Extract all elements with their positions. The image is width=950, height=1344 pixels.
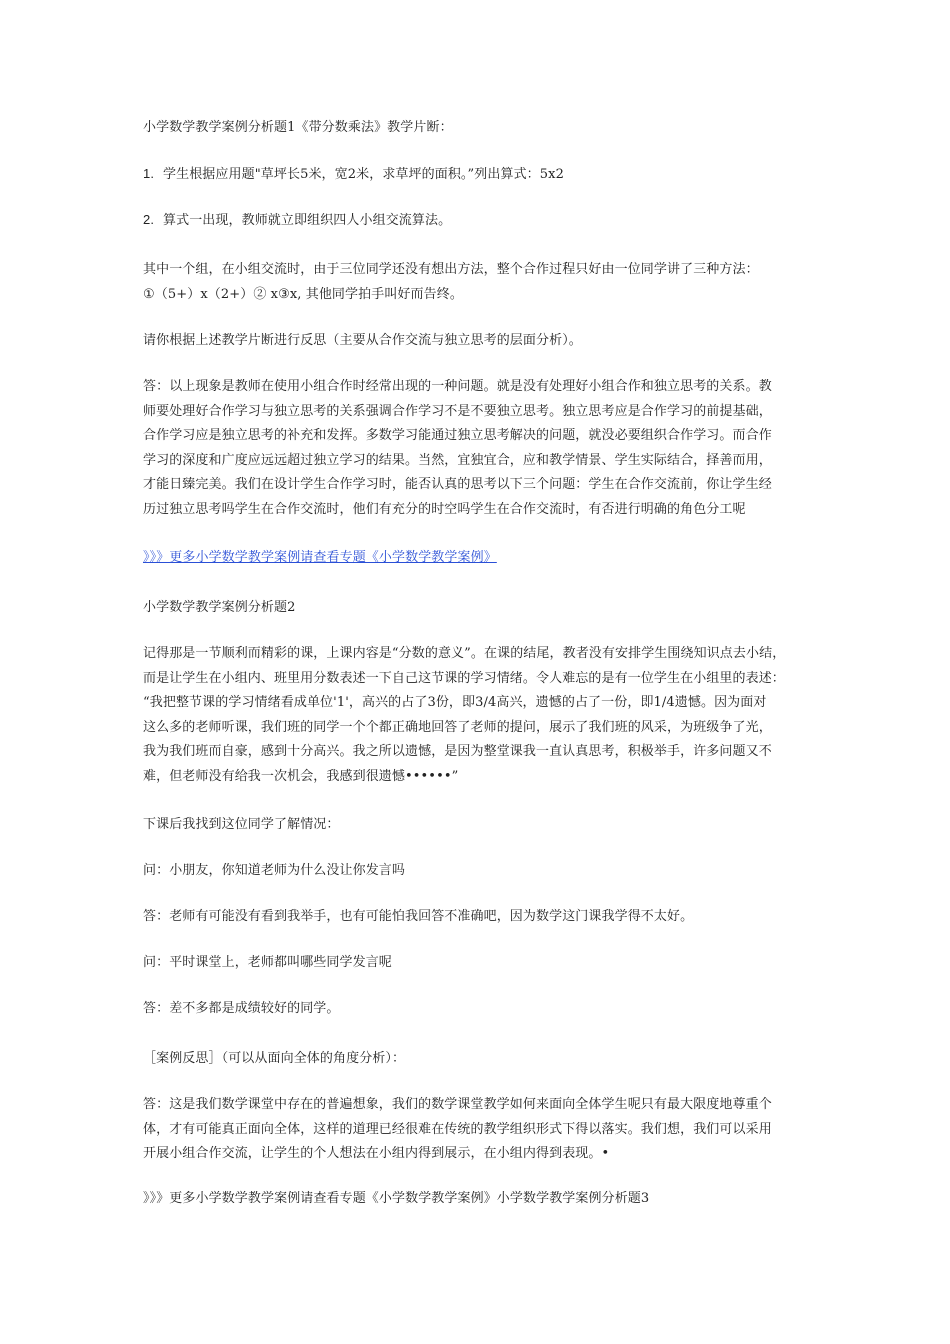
answer1-line-2: 师要处理好合作学习与独立思考的关系强调合作学习不是不要独立思考。独立思考应是合作学习的前提基础， (143, 403, 772, 419)
case2-title (143, 596, 811, 621)
group-paragraph-line-2: ①（5+）x（2+）② x③x, 其他同学拍手叫好而告终。 (143, 286, 463, 302)
list-item-1-text: 学生根据应用题"草坪长5米，宽2米，求草坪的面积。”列出算式：5x2 (163, 167, 564, 182)
story-line-2: 而是让学生在小组内、班里用分数表述一下自己这节课的学习情绪。令人难忘的是有一位学生在小组里的表述： (143, 670, 785, 686)
answer2-line-3: 开展小组合作交流，让学生的个人想法在小组内得到展示，在小组内得到表现。• (143, 1146, 610, 1161)
group-paragraph-line-1: 其中一个组，在小组交流时，由于三位同学还没有想出方法，整个合作过程只好由一位同学讲了三种方法： (143, 262, 759, 277)
question-1 (143, 859, 811, 884)
final-paragraph (143, 1187, 811, 1212)
more-cases-link-row (143, 546, 811, 571)
reflection-heading-text: ［案例反思］（可以从面向全体的角度分析）： (143, 1051, 406, 1066)
answer-q2-text: 答：差不多都是成绩较好的同学。 (143, 1001, 340, 1016)
answer1-line-4: 学习的深度和广度应远远超过独立学习的结果。当然，宜独宜合，应和教学情景、学生实际结合，择善而用， (143, 452, 772, 468)
answer-q1-text: 答：老师有可能没有看到我举手，也有可能怕我回答不准确吧，因为数学这门课我学得不太好。 (143, 909, 694, 924)
story-paragraph (143, 642, 811, 789)
case1-title (143, 116, 811, 141)
answer2-line-2: 体，才有可能真正面向全体，这样的道理已经很难在传统的教学组织形式下得以落实。我们想，我们可以采用 (143, 1121, 772, 1137)
more-cases-link[interactable]: 》》》更多小学数学教学案例请查看专题《小学数学教学案例》 (143, 550, 497, 565)
list-item-2-number: 2. (143, 212, 155, 227)
answer2-line-1: 答：这是我们数学课堂中存在的普遍想象，我们的数学课堂教学如何来面向全体学生呢只有最大限度地尊重个 (143, 1097, 772, 1112)
list-item-1-number: 1. (143, 166, 155, 181)
prompt-text: 请你根据上述教学片断进行反思（主要从合作交流与独立思考的层面分析）。 (143, 333, 582, 348)
group-paragraph (143, 258, 811, 307)
answer1-line-6: 历过独立思考吗学生在合作交流时，他们有充分的时空吗学生在合作交流时，有否进行明确的角色分工呢 (143, 501, 746, 517)
question-1-text: 问：小朋友，你知道老师为什么没让你发言吗 (143, 863, 406, 878)
list-item-2-text: 算式一出现，教师就立即组织四人小组交流算法。 (163, 213, 452, 228)
after-class-paragraph (143, 813, 811, 838)
case2-title-text: 小学数学教学案例分析题2 (143, 600, 296, 615)
answer1-paragraph (143, 375, 811, 522)
story-line-1: 记得那是一节顺利而精彩的课，上课内容是“分数的意义”。在课的结尾，教者没有安排学生围绕知识点去小结， (143, 646, 786, 661)
list-item-2 (143, 208, 811, 234)
story-line-4: 这么多的老师听课，我们班的同学一个个都正确地回答了老师的提问，展示了我们班的风采，为班级争了光， (143, 719, 772, 735)
final-paragraph-text: 》》》更多小学数学教学案例请查看专题《小学数学教学案例》小学数学教学案例分析题3 (143, 1191, 650, 1206)
answer2-paragraph (143, 1093, 811, 1167)
list-item-1 (143, 162, 811, 188)
story-line-5: 我为我们班而自豪，感到十分高兴。我之所以遗憾，是因为整堂课我一直认真思考，积极举手，许多问题又不 (143, 744, 772, 759)
answer1-line-1: 答：以上现象是教师在使用小组合作时经常出现的一种问题。就是没有处理好小组合作和独立思考的关系。教 (143, 379, 772, 394)
answer-q1 (143, 905, 811, 930)
question-2-text: 问：平时课堂上，老师都叫哪些同学发言呢 (143, 955, 392, 970)
answer1-line-5: 才能日臻完美。我们在设计学生合作学习时，能否认真的思考以下三个问题：学生在合作交流前，你让学生经 (143, 477, 772, 492)
answer1-line-3: 合作学习应是独立思考的补充和发挥。多数学习能通过独立思考解决的问题，就没必要组织合作学习。而合作 (143, 428, 772, 443)
story-line-6: 难，但老师没有给我一次机会，我感到很遗憾••••••” (143, 768, 459, 784)
story-line-3: “我把整节课的学习情绪看成单位'1'，高兴的占了3份，即3/4高兴，遗憾的占了一份，即1/4遗憾。因为面对 (143, 695, 767, 710)
prompt-paragraph (143, 329, 811, 354)
reflection-heading (143, 1047, 811, 1072)
after-class-text: 下课后我找到这位同学了解情况： (143, 817, 340, 832)
answer-q2 (143, 997, 811, 1022)
case1-title-text: 小学数学教学案例分析题1《带分数乘法》教学片断： (143, 120, 453, 135)
question-2 (143, 951, 811, 976)
